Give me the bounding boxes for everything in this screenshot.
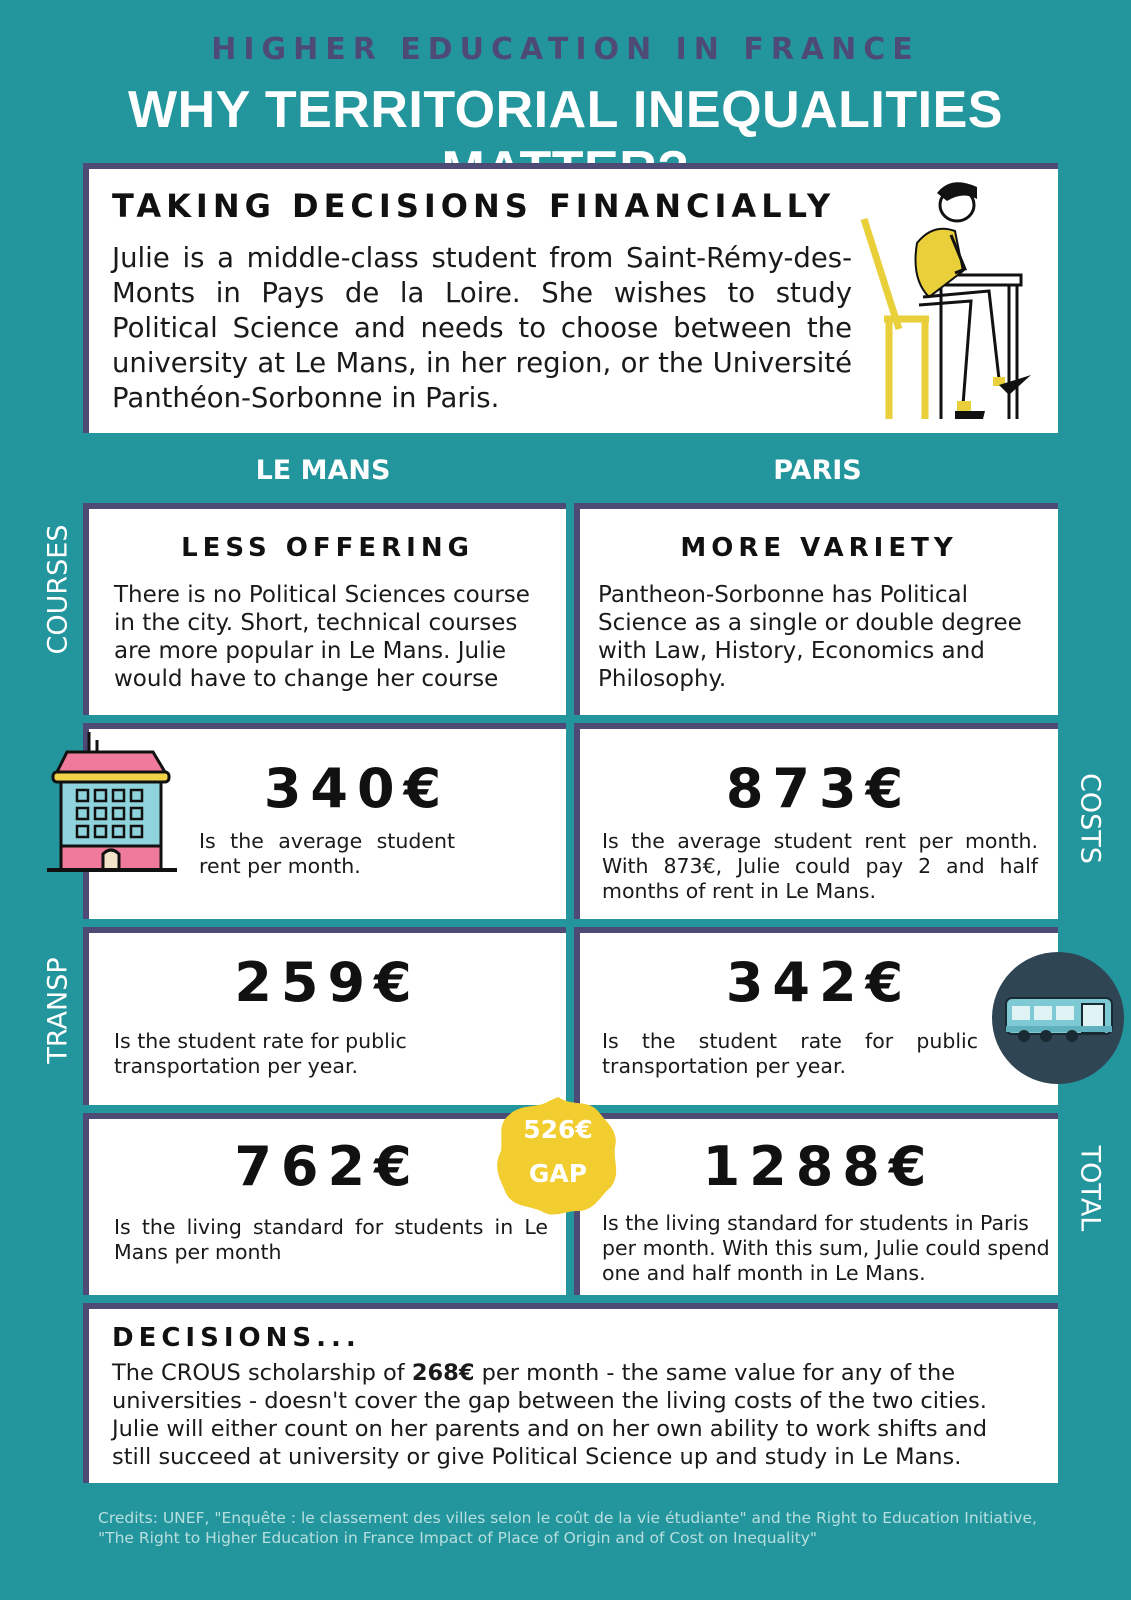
decisions-card	[83, 1303, 1058, 1483]
total-paris-card	[574, 1113, 1058, 1295]
courses-le-mans-heading: LESS OFFERING	[181, 533, 474, 563]
total-le-mans-amount: 762€	[234, 1135, 421, 1198]
side-label-total: TOTAL	[1074, 1145, 1106, 1232]
intro-card	[83, 163, 1058, 433]
transport-paris-amount: 342€	[725, 951, 913, 1014]
rent-paris-card	[574, 723, 1058, 919]
side-label-courses: COURSES	[42, 524, 74, 655]
page-title: WHY TERRITORIAL INEQUALITIES	[128, 81, 1003, 139]
bus-icon	[992, 952, 1124, 1084]
gap-amount: 526€	[523, 1115, 593, 1144]
total-le-mans-text: Is the living standard for students in Le Mans per month	[114, 1215, 548, 1264]
student-at-desk-icon	[859, 179, 1044, 429]
total-le-mans-card	[83, 1113, 566, 1295]
intro-text: Julie is a middle-class student from Saint-Rémy-des-Monts in Pays de la Loire. She wishes to study Political Science and needs to choose between the university at Le Mans, in her region, or the Université Panthéon-Sorbonne in Paris.	[112, 242, 852, 414]
decisions-text-after: per month - the same value for any of the universities - doesn't cover the gap between the living costs of the two cities. Julie will either count on her parents and on her own ability to work shifts and still succeed at university or give Political Science up and study in Le Mans.	[112, 1360, 988, 1470]
building-icon	[45, 732, 185, 892]
rent-le-mans-amount: 340€	[263, 757, 451, 820]
side-label-transp: TRANSP	[42, 957, 74, 1064]
transport-le-mans-card	[83, 927, 566, 1105]
total-paris-amount: 1288€	[702, 1135, 936, 1198]
decisions-heading: DECISIONS...	[112, 1323, 361, 1353]
column-label-paris: PARIS	[773, 455, 862, 486]
gap-badge-shape	[495, 1095, 621, 1215]
transport-paris-card	[574, 927, 1058, 1105]
transport-paris-text: Is the student rate for public transportation per year.	[602, 1029, 978, 1078]
transport-le-mans-amount: 259€	[234, 951, 421, 1014]
credits: Credits: UNEF, "Enquête : le classement des villes selon le coût de la vie étudiante" and the Right to Education Initiative, "The Right to Higher Education in France Impact of Place of Origin and of Cost on Inequality"	[98, 1509, 1037, 1547]
rent-paris-amount: 873€	[725, 757, 913, 820]
rent-le-mans-text: Is the average student rent per month.	[199, 829, 455, 878]
courses-paris-card	[574, 503, 1058, 715]
column-label-le-mans: LE MANS	[255, 455, 391, 486]
rent-paris-text: Is the average student rent per month. With 873€, Julie could pay 2 and half months of rent in Le Mans.	[602, 829, 1038, 903]
courses-le-mans-card	[83, 503, 566, 715]
decisions-scholarship-amount: 268€	[411, 1360, 475, 1386]
kicker: HIGHER EDUCATION IN FRANCE	[211, 32, 920, 67]
intro-heading: TAKING DECISIONS FINANCIALLY	[112, 187, 836, 225]
decisions-text-before: The CROUS scholarship of	[112, 1360, 412, 1386]
gap-badge	[495, 1095, 621, 1215]
side-label-costs: COSTS	[1074, 773, 1106, 864]
decisions-text	[112, 1359, 1012, 1471]
courses-paris-heading: MORE VARIETY	[680, 533, 958, 563]
total-paris-text: Is the living standard for students in Paris per month. With this sum, Julie could spend one and half month in Le Mans.	[602, 1211, 1050, 1285]
gap-label: GAP	[528, 1159, 588, 1188]
courses-paris-text: Pantheon-Sorbonne has Political Science as a single or double degree with Law, History, Economics and Philosophy.	[598, 582, 1022, 692]
courses-le-mans-text: There is no Political Sciences course in the city. Short, technical courses are more popular in Le Mans. Julie would have to change her course	[114, 582, 530, 692]
transport-le-mans-text: Is the student rate for public transportation per year.	[114, 1029, 407, 1078]
